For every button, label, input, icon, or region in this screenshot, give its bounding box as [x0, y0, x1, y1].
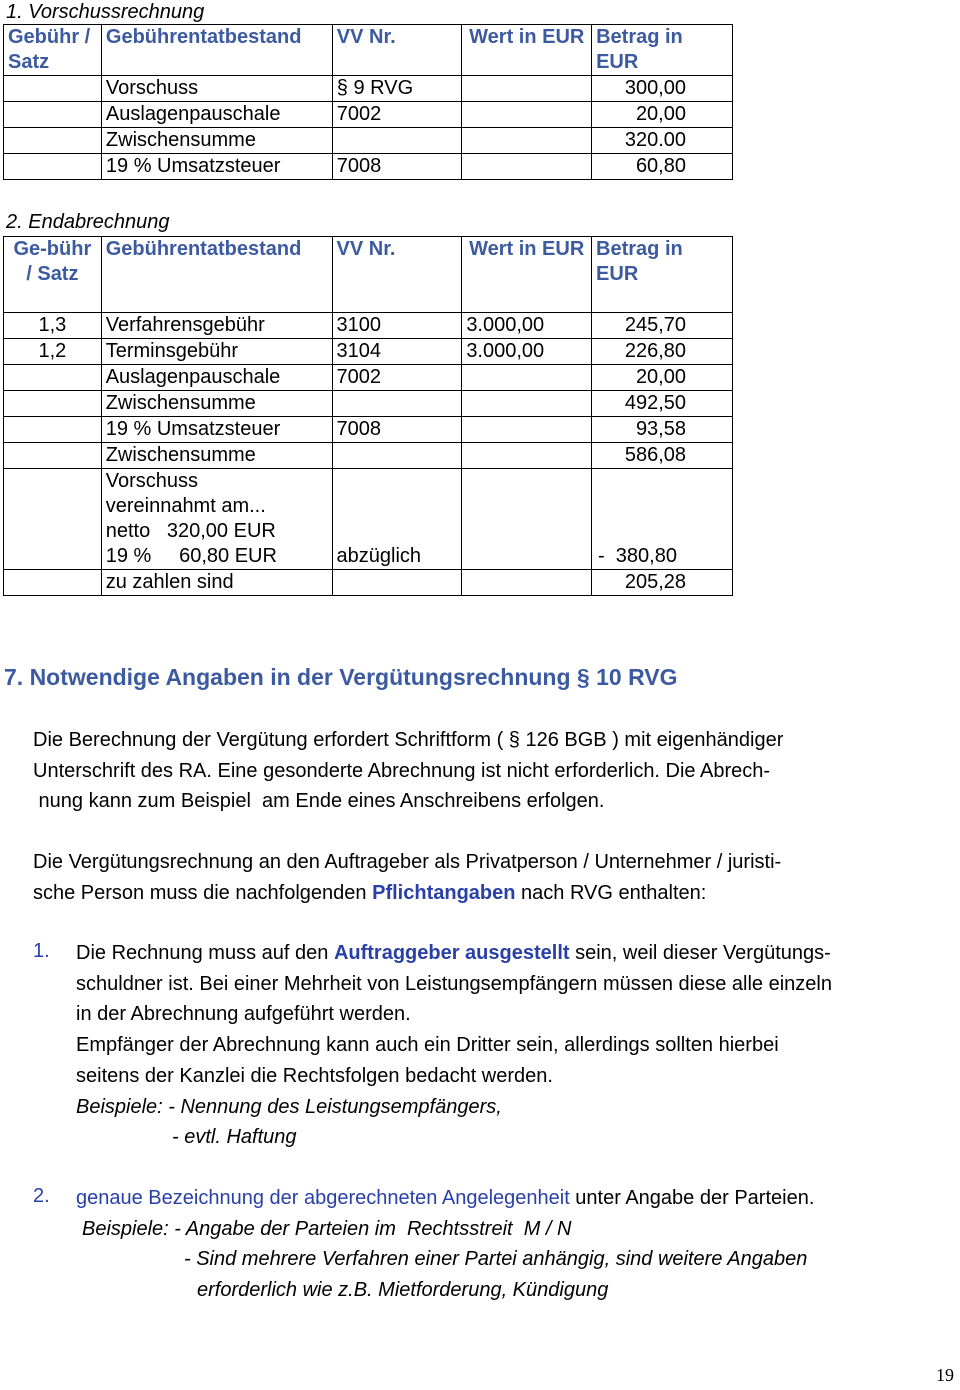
table-row	[4, 102, 733, 128]
cell-item: Vorschuss	[101, 76, 332, 102]
cell-vv	[332, 391, 462, 417]
cell-value	[462, 154, 592, 180]
cell-value	[462, 76, 592, 102]
table-row	[4, 128, 733, 154]
cell-item: Zwischensumme	[101, 443, 332, 469]
advance-line: Vorschuss	[105, 470, 198, 492]
paragraph-line	[33, 878, 933, 909]
paragraph-line: seitens der Kanzlei die Rechtsfolgen bedacht werden.	[76, 1064, 553, 1087]
final-invoice-table	[3, 236, 733, 596]
cell-rate	[4, 76, 102, 102]
cell-item: Verfahrensgebühr	[101, 313, 332, 339]
text-span: nach RVG enthalten:	[515, 881, 707, 904]
table-row	[4, 391, 733, 417]
table-row-advance	[4, 469, 733, 570]
cell-amount: 205,28	[592, 570, 733, 596]
cell-item: Auslagenpauschale	[101, 102, 332, 128]
cell-rate	[4, 154, 102, 180]
header-value: Wert in EUR	[462, 237, 592, 313]
cell-amount: 320.00	[592, 128, 733, 154]
paragraph-line	[76, 938, 960, 969]
cell-vv: 7002	[332, 365, 462, 391]
example-line: Beispiele: - Angabe der Parteien im Rechtsstreit M / N	[82, 1217, 572, 1240]
table-row	[4, 417, 733, 443]
paragraph-line: schuldner ist. Bei einer Mehrheit von Leistungsempfängern müssen diese alle einzeln	[76, 972, 832, 995]
cell-advance-text	[101, 469, 332, 570]
paragraph-line: Unterschrift des RA. Eine gesonderte Abrechnung ist nicht erforderlich. Die Abrech-	[33, 759, 771, 782]
paragraph-pflichtangaben	[33, 847, 933, 908]
example-line: - Sind mehrere Verfahren einer Partei anhängig, sind weitere Angaben	[184, 1248, 808, 1271]
table-row	[4, 154, 733, 180]
header-fee-item: Gebührentatbestand	[101, 237, 332, 313]
cell-value: 3.000,00	[462, 339, 592, 365]
table-row	[4, 365, 733, 391]
cell-amount: 93,58	[592, 417, 733, 443]
cell-item: Auslagenpauschale	[101, 365, 332, 391]
section-title-endabrechnung: 2. Endabrechnung	[6, 211, 170, 233]
advance-invoice-table	[3, 24, 733, 180]
table-header-row	[4, 25, 733, 76]
cell-vv: 3104	[332, 339, 462, 365]
cell-rate	[4, 443, 102, 469]
paragraph-line: Empfänger der Abrechnung kann auch ein Dritter sein, allerdings sollten hierbei	[76, 1034, 779, 1057]
list-item-auftraggeber	[76, 938, 960, 1153]
cell-value	[462, 417, 592, 443]
text-span: Die Rechnung muss auf den	[76, 942, 334, 964]
table-header-row	[4, 237, 733, 313]
cell-value	[462, 128, 592, 154]
header-value: Wert in EUR	[462, 25, 592, 76]
text-span: unter Angabe der Parteien.	[569, 1187, 815, 1209]
paragraph-line: Die Berechnung der Vergütung erfordert Schriftform ( § 126 BGB ) mit eigenhändiger	[33, 729, 784, 751]
cell-item: 19 % Umsatzsteuer	[101, 154, 332, 180]
cell-amount: 60,80	[592, 154, 733, 180]
header-fee-rate: Gebühr / Satz	[4, 25, 102, 76]
cell-rate	[4, 570, 102, 596]
cell-vv: 7008	[332, 417, 462, 443]
cell-rate	[4, 417, 102, 443]
table-row	[4, 76, 733, 102]
advance-line: netto 320,00 EUR	[105, 520, 276, 542]
header-vv-number: VV Nr.	[332, 237, 462, 313]
list-number-1: 1.	[33, 940, 50, 962]
cell-amount: 300,00	[592, 76, 733, 102]
cell-value: 3.000,00	[462, 313, 592, 339]
text-span: sein, weil dieser Vergütungs-	[569, 942, 831, 964]
page-number: 19	[936, 1365, 954, 1385]
cell-vv: 7008	[332, 154, 462, 180]
cell-amount: 492,50	[592, 391, 733, 417]
cell-amount: - 380,80	[592, 469, 733, 570]
list-number-2: 2.	[33, 1185, 50, 1207]
cell-vv	[332, 570, 462, 596]
cell-item: Zwischensumme	[101, 391, 332, 417]
header-vv-number: VV Nr.	[332, 25, 462, 76]
header-amount: Betrag in EUR	[592, 25, 733, 76]
example-line: Beispiele: - Nennung des Leistungsempfängers,	[76, 1095, 502, 1118]
cell-rate	[4, 391, 102, 417]
section-heading-notwendige-angaben: 7. Notwendige Angaben in der Vergütungsrechnung § 10 RVG	[4, 664, 678, 690]
cell-value	[462, 102, 592, 128]
cell-rate	[4, 102, 102, 128]
example-line: - evtl. Haftung	[172, 1126, 297, 1149]
paragraph-line: Die Vergütungsrechnung an den Auftrageber als Privatperson / Unternehmer / juristi-	[33, 851, 782, 873]
table-row	[4, 339, 733, 365]
cell-rate	[4, 469, 102, 570]
paragraph-line: in der Abrechnung aufgeführt werden.	[76, 1003, 411, 1026]
highlight-angelegenheit: genaue Bezeichnung der abgerechneten Angelegenheit	[76, 1187, 570, 1209]
cell-value	[462, 443, 592, 469]
cell-vv	[332, 443, 462, 469]
cell-amount: 245,70	[592, 313, 733, 339]
advance-line: 19 % 60,80 EUR	[105, 545, 277, 567]
cell-item: Zwischensumme	[101, 128, 332, 154]
cell-rate	[4, 128, 102, 154]
cell-value	[462, 391, 592, 417]
header-amount: Betrag in EUR	[592, 237, 733, 313]
highlight-auftraggeber: Auftraggeber ausgestellt	[333, 942, 570, 964]
cell-vv: abzüglich	[332, 469, 462, 570]
table-row	[4, 443, 733, 469]
cell-amount: 20,00	[592, 102, 733, 128]
list-item-angelegenheit	[76, 1183, 960, 1306]
cell-vv	[332, 128, 462, 154]
cell-vv: 3100	[332, 313, 462, 339]
table-row-total	[4, 570, 733, 596]
highlight-pflichtangaben: Pflichtangaben	[372, 881, 516, 904]
advance-line: vereinnahmt am...	[105, 495, 266, 517]
paragraph-schriftform	[33, 725, 933, 817]
paragraph-line	[76, 1183, 960, 1214]
cell-item: Terminsgebühr	[101, 339, 332, 365]
header-fee-item: Gebührentatbestand	[101, 25, 332, 76]
text-span: sche Person muss die nachfolgenden	[33, 881, 373, 904]
cell-vv: § 9 RVG	[332, 76, 462, 102]
cell-rate: 1,3	[4, 313, 102, 339]
example-line: erforderlich wie z.B. Mietforderung, Kündigung	[197, 1279, 609, 1302]
cell-vv: 7002	[332, 102, 462, 128]
cell-rate: 1,2	[4, 339, 102, 365]
cell-amount: 20,00	[592, 365, 733, 391]
cell-value	[462, 365, 592, 391]
cell-item: 19 % Umsatzsteuer	[101, 417, 332, 443]
header-fee-rate: Ge-bühr / Satz	[4, 237, 102, 313]
section-title-vorschussrechnung: 1. Vorschussrechnung	[6, 1, 205, 23]
cell-item: zu zahlen sind	[101, 570, 332, 596]
cell-rate	[4, 365, 102, 391]
table-row	[4, 313, 733, 339]
cell-value	[462, 570, 592, 596]
cell-amount: 226,80	[592, 339, 733, 365]
cell-amount: 586,08	[592, 443, 733, 469]
cell-value	[462, 469, 592, 570]
paragraph-line: nung kann zum Beispiel am Ende eines Anschreibens erfolgen.	[33, 790, 605, 813]
